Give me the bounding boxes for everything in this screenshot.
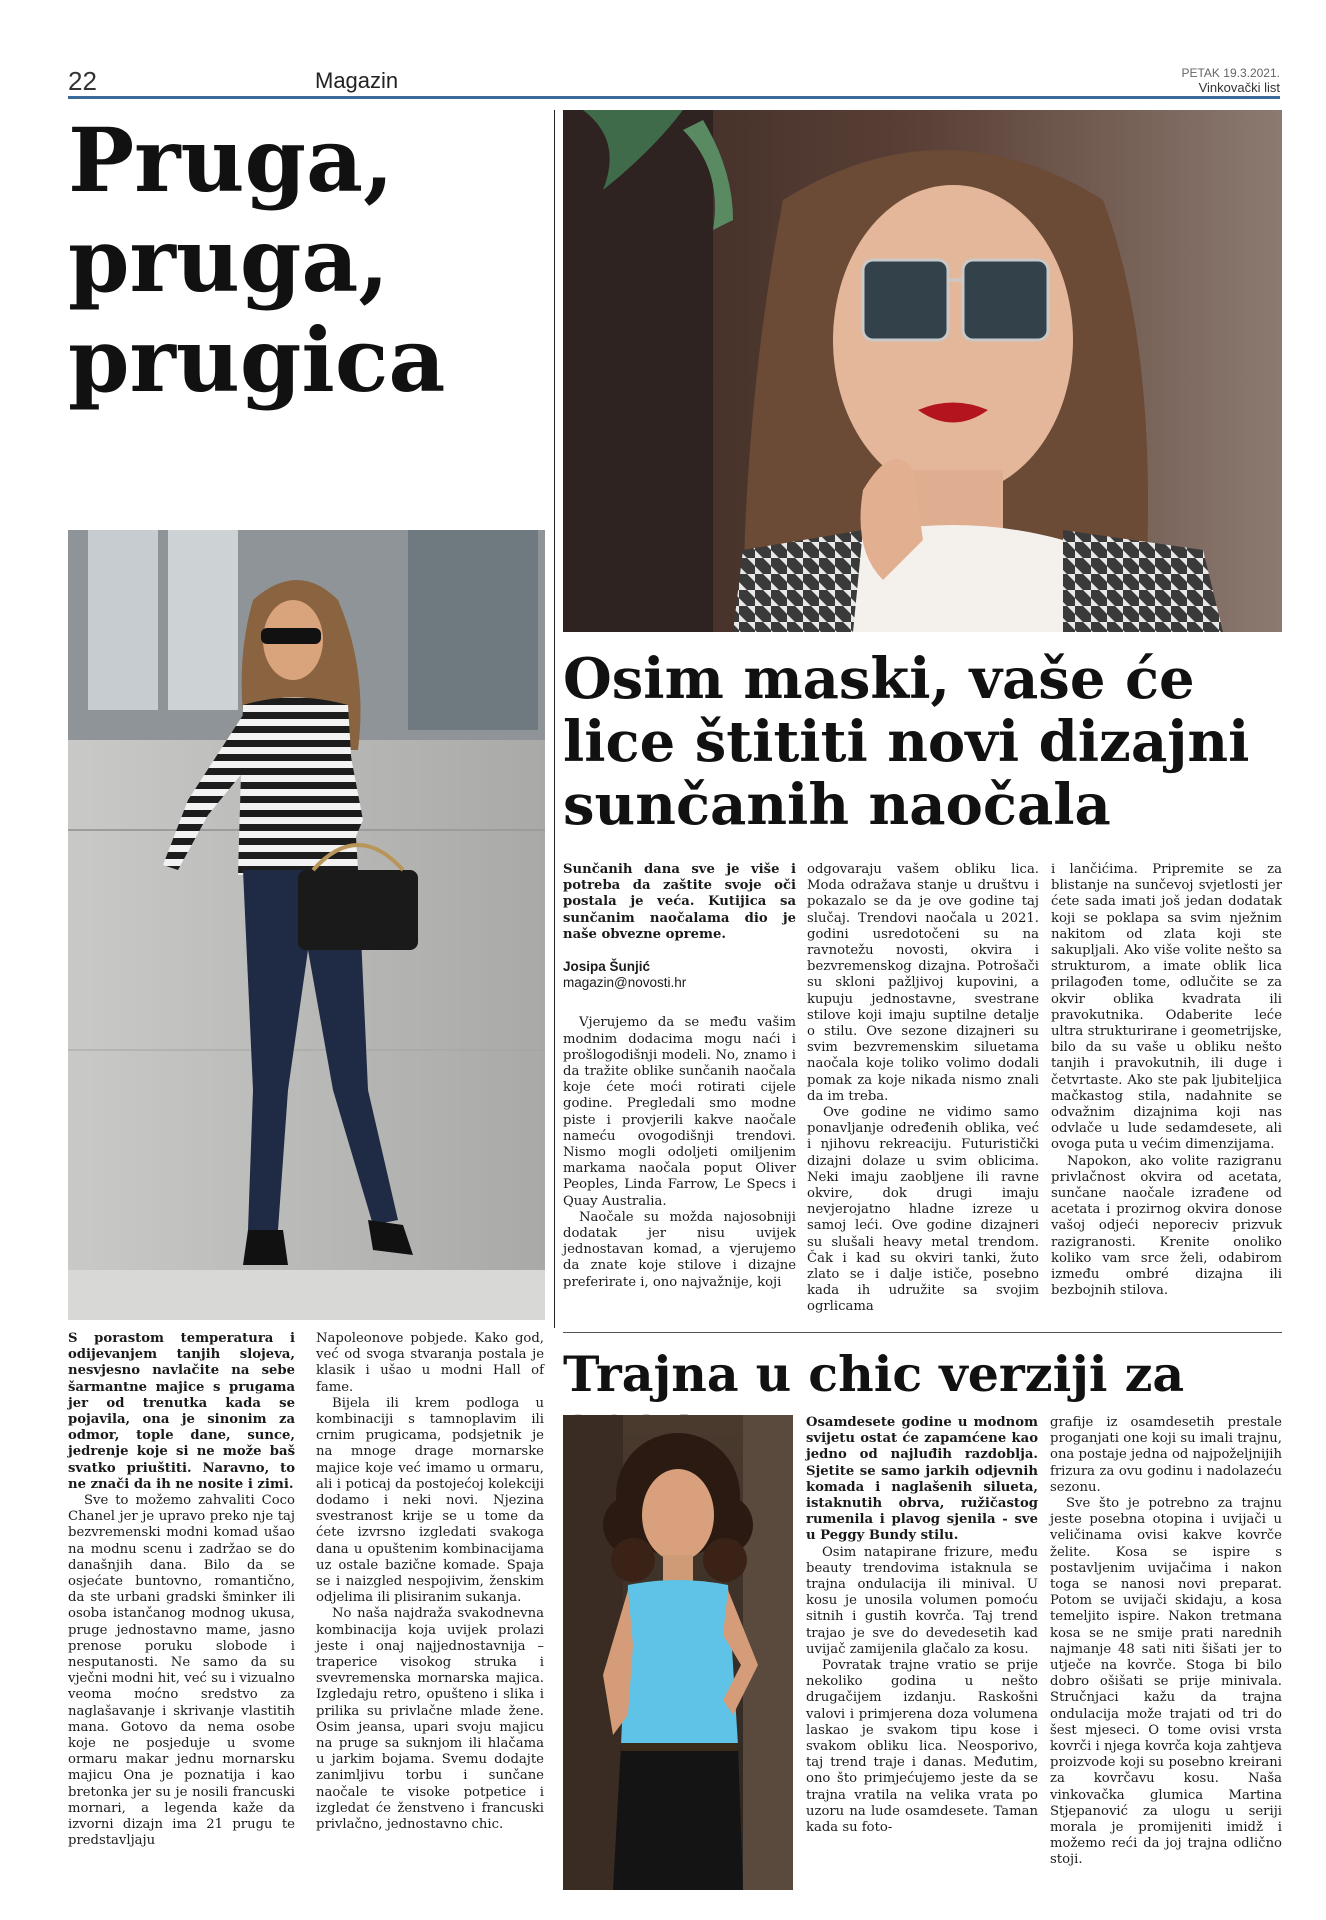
- article2-column-3: [1051, 862, 1282, 1299]
- article2-paragraph: Naočale su možda najosobniji dodatak jer nisu uvijek jednostavan komad, a vjerujemo da znate koje stilove i dizajne preferirate i, ono najvažnije, koji: [563, 1209, 796, 1290]
- article1-title-line: pruga,: [68, 208, 390, 312]
- article1-paragraph: Sve to možemo zahvaliti Coco Chanel jer je upravo preko nje taj bezvremenski modni komad ušao na modnu scenu i zadržao se do današnjih dana. Bilo da se osjećate buntovno, romantično, da ste urbani gradski šminker ili osoba istančanog modnog ukusa, pruge jednostavno mame, jasno prenose poruku slobode i nesputanosti. Ne samo da su vječni modni hit, već su i vizualno veoma moćno sredstvo za naglašavanje i skrivanje vlastitih mana. Gotovo da nema osobe koje ne posjeduje u svome ormaru makar jednu mornarsku majicu Ona je poznatija i kao bretonka jer su je nosili francuski mornari, a legenda kaže da izvorni dizajn ima 21 prugu te predstavljaju: [68, 1493, 295, 1849]
- author-email[interactable]: magazin@novosti.hr: [563, 975, 687, 991]
- article2-paragraph: odgovaraju vašem obliku lica. Moda odražava stanje u društvu i pokazalo se da je ove godine taj slučaj. Trendovi naočala u 2021. godini usredotočeni su na ravnotežu novosti, okvira i bezvremenskog dizajna. Potrošači su skloni pažljivoj kupovini, a kupuju jednostavne, svestrane stilove koji imaju suptilne detalje o stilu. Ove sezone dizajneri su svim bezvremenskim siluetama naočala koje toliko volimo dodali pomak za koje nikada nismo znali da im treba.: [807, 862, 1039, 1104]
- article1-title-line: prugica: [68, 308, 446, 412]
- header-rule: [68, 96, 1280, 99]
- article1-column-2: [316, 1331, 544, 1833]
- article2-title-line: Osim maski, vaše će: [563, 646, 1195, 712]
- article2-paragraph: Vjerujemo da se među vašim modnim dodacima mogu naći i prošlogodišnji modeli. No, znamo i da tražite oblike sunčanih naočala koje ćete moći rotirati cijele godine. Pregledali smo modne piste i provjerili kakve naočale nameću ovogodišnji trendovi. Nismo mogli odoljeti omiljenim markama naočala poput Oliver Peoples, Linda Farrow, Le Specs i Quay Australia.: [563, 1015, 796, 1209]
- striped-shirt-photo-illustration: [68, 530, 545, 1320]
- article1-title: [68, 110, 548, 410]
- sunglasses-photo: [563, 110, 1282, 632]
- author-name: Josipa Šunjić: [563, 959, 651, 975]
- paper-name: Vinkovački list: [1198, 80, 1280, 95]
- article2-column-1: [563, 862, 796, 1291]
- article-separator: [563, 1332, 1282, 1333]
- page-number: 22: [68, 66, 97, 96]
- perm-hair-photo: [563, 1415, 793, 1890]
- article1-lead: S porastom temperatura i odijevanjem tanjih slojeva, nesvjesno navlačite na sebe šarmantne majice s prugama jer od trenutka kada se pojavila, ona je sinonim za odmor, tople dane, sunce, jedrenje koje si ne može baš svatko priuštiti. Naravno, to ne znači da ih ne nosite i zimi.: [68, 1331, 295, 1492]
- article1-column-1: [68, 1331, 295, 1850]
- article2-title-line: lice štititi novi dizajni: [563, 709, 1250, 775]
- article2-title: [563, 648, 1282, 837]
- article2-title-line: sunčanih naočala: [563, 772, 1111, 838]
- article3-lead: Osamdesete godine u modnom svijetu ostat će zapamćene kao jedno od najluđih razdoblja. Sjetite se samo jarkih odjevnih komada i naglašenih silueta, istaknutih obrva, ružičastog rumenila i plavog sjenila - sve u Peggy Bundy stilu.: [806, 1415, 1038, 1544]
- article1-paragraph: Napoleonove pobjede. Kako god, već od svoga stvaranja postala je klasik i ušao u modni Hall of fame.: [316, 1331, 544, 1395]
- sunglasses-photo-illustration: [563, 110, 1282, 632]
- article2-paragraph: Ove godine ne vidimo samo ponavljanje određenih oblika, već i njihovu rekreaciju. Futuristički dizajni dolaze u svim oblicima. Neki imaju zaobljene ili ravne okvire, dok drugi imaju nevjerojatno hladne izreze u samoj leći. Ove godine dizajneri su slušali heavy metal trendom. Čak i kad su okviri tanki, žuto zlato se i dalje ističe, posebno kada ih udružite sa svojim ogrlicama: [807, 1105, 1039, 1315]
- article2-column-2: [807, 862, 1039, 1316]
- article2-paragraph: i lančićima. Pripremite se za blistanje na sunčevoj svjetlosti jer ćete sada imati još jedan dodatak koji se poklapa sa svim nježnim nakitom od zlata koji ste sakupljali. Ako više volite nešto sa strukturom, a imate oblik lica prilagođen tome, odlučite se za okvir oblika kvadrata ili pravokutnika. Odaberite leće ultra strukturirane i geometrijske, bilo da su vaše u obliku nešto tanjih i pravokutnih, ili duge i četvrtaste. Ako ste pak ljubiteljica mačkastog stila, nadahnite se odvažnim dizajnima koji nas odvlače u lude sedamdesete, ali ovoga puta u većim dimenzijama.: [1051, 862, 1282, 1153]
- issue-date: PETAK 19.3.2021.: [1181, 66, 1280, 80]
- article3-paragraph: grafije iz osamdesetih prestale proganjati one koji su imali trajnu, ona postaje jedna od najpoželjnijih frizura za ovu godinu i nadolazeću sezonu.: [1050, 1415, 1282, 1495]
- perm-hair-photo-illustration: [563, 1415, 793, 1890]
- article2-paragraph: Napokon, ako volite razigranu privlačnost okvira od acetata, sunčane naočale izrađene od acetata i prozirnog okvira donose vašoj odjeći neporeciv prizvuk razigranosti. Krenite onoliko koliko vam srce želi, odabirom između ombré dizajna ili bezbojnih stilova.: [1051, 1153, 1282, 1299]
- article3-paragraph: Sve što je potrebno za trajnu jeste posebna otopina i uvijači u veličinama ovisi kakve kovrče želite. Kosa se ispire s postavljenim uvijačima i nakon toga se nanosi novi preparat. Potom se uvijači skidaju, a kosa temeljito ispire. Nakon tretmana kosa se ne smije prati narednih najmanje 48 sati niti šišati jer to utječe na kovrče. Stoga bi bilo dobro ošišati se prije minivala. Stručnjaci kažu da trajna ondulacija može trajati od tri do šest mjeseci. O tome ovisi vrsta kovrči i njega kovrča koja zahtjeva proizvode koji su posebno kreirani za kovrčavu kosu. Naša vinkovačka glumica Martina Stjepanović za ulogu u seriji morala je promijeniti imidž i možemo reći da joj trajna odlično stoji.: [1050, 1496, 1282, 1868]
- article3-title: Trajna u chic verziji za: [563, 1345, 1185, 1403]
- article1-title-line: Pruga,: [68, 108, 394, 212]
- article3-column-2: [1050, 1415, 1282, 1869]
- article3-column-1: [806, 1415, 1038, 1836]
- column-divider: [554, 110, 555, 1328]
- section-title: Magazin: [315, 68, 399, 93]
- article1-paragraph: No naša najdraža svakodnevna kombinacija koja uvijek prolazi jeste i onaj najjednostavnija – traperice visokog struka i svevremenska mornarska majica. Izgledaju retro, opušteno i slika i prilika su privlačne mlade žene. Osim jeansa, upari svoju majicu na pruge sa suknjom ili hlačama u jarkim bojama. Svemu dodajte zanimljivu torbu i sunčane naočale te visoke potpetice i izgledat će ženstveno i francuski privlačno, jednostavno chic.: [316, 1606, 544, 1833]
- article1-paragraph: Bijela ili krem podloga u kombinaciji s tamnoplavim ili crnim prugicama, podsjetnik je na mnoge drage mornarske majice koje već imamo u ormaru, ali i poticaj da postojećoj kolekciji dodamo i neki novi. Njezina svestranost krije se u tome da ćete izvrsno izgledati svakoga dana u opuštenim kombinacijama uz ostale bazične komade. Spaja se i naizgled nespojivim, ženskim odjelima ili plisiranim sukanja.: [316, 1395, 544, 1606]
- article3-paragraph: Povratak trajne vratio se prije nekoliko godina u nešto drugačijem izdanju. Raskošni valovi i primjerena doza volumena laskao je svakom tipu kose i svakom obliku lica. Neosporivo, taj trend traje i danas. Međutim, ono što primjećujemo jeste da se trajna vratila na velika vrata po uzoru na lude osamdesete. Taman kada su foto-: [806, 1658, 1038, 1836]
- striped-shirt-photo: [68, 530, 545, 1320]
- article2-lead: Sunčanih dana sve je više i potreba da zaštite svoje oči postala je veća. Kutijica sa sunčanim naočalama dio je naše obvezne opreme.: [563, 862, 796, 942]
- article3-paragraph: Osim natapirane frizure, među beauty trendovima istaknula se trajna ondulacija ili minival. U kosu je unosila volumen pomoću sitnih i gustih kovrča. Taj trend trajao je sve do devedesetih kad uvijač zamijenila glačalo za kosu.: [806, 1544, 1038, 1657]
